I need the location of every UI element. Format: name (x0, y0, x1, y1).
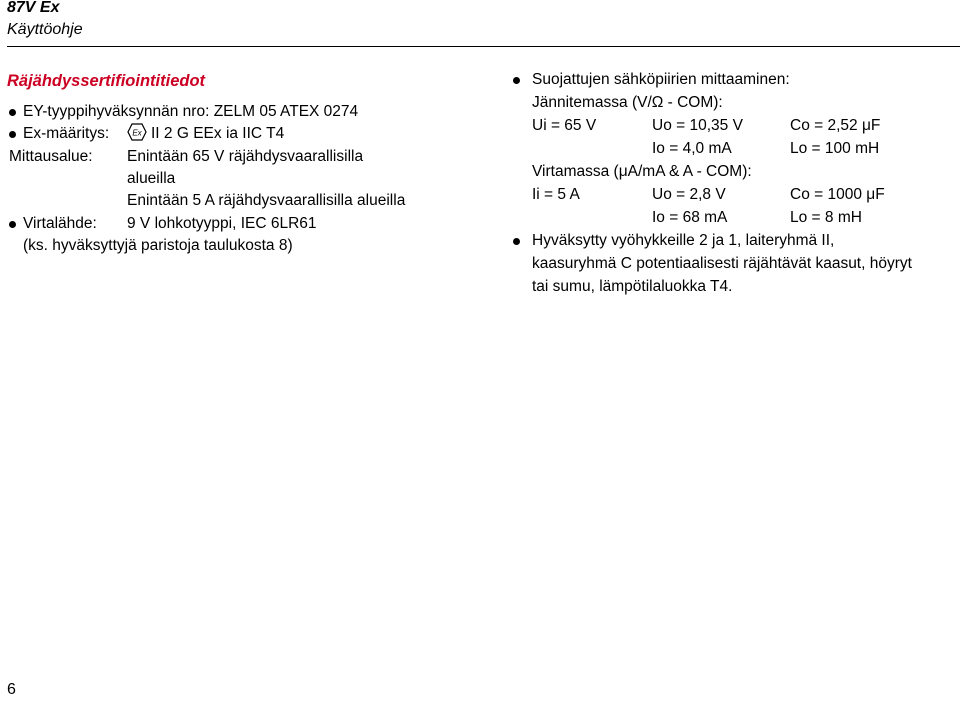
current-io: Io = 68 mA (652, 209, 728, 226)
voltage-io: Io = 4,0 mA (652, 140, 732, 157)
bullet-icon (513, 238, 520, 245)
current-heading: Virtamassa (μA/mA & A - COM): (532, 163, 752, 180)
approved-line-3: tai sumu, lämpötilaluokka T4. (532, 278, 733, 295)
battery-value: 9 V lohkotyyppi, IEC 6LR61 (127, 215, 317, 232)
approved-line-1: Hyväksytty vyöhykkeille 2 ja 1, laiteryhmä II, (532, 232, 835, 249)
ex-label: Ex-määritys: (23, 125, 110, 142)
page-number: 6 (7, 681, 16, 698)
battery-label: Virtalähde: (23, 215, 97, 232)
ex-value: II 2 G EEx ia IIC T4 (151, 125, 285, 142)
svg-text:Ex: Ex (132, 128, 142, 138)
ey-approval-text: EY-tyyppihyväksynnän nro: ZELM 05 ATEX 0274 (23, 103, 359, 120)
voltage-co: Co = 2,52 μF (790, 117, 881, 134)
manual-subtitle: Käyttöohje (7, 21, 83, 38)
ex-marking (127, 123, 284, 145)
ex-hexagon-icon (127, 123, 147, 141)
bullet-icon (9, 221, 16, 228)
bullet-icon (9, 109, 16, 116)
current-uo: Uo = 2,8 V (652, 186, 726, 203)
header-divider (7, 46, 960, 47)
approved-line-2: kaasuryhmä C potentiaalisesti räjähtävät kaasut, höyryt (532, 255, 912, 272)
current-ii: Ii = 5 A (532, 186, 580, 203)
voltage-heading: Jännitemassa (V/Ω - COM): (532, 94, 723, 111)
range-label: Mittausalue: (9, 148, 93, 165)
manual-title: 87V Ex (7, 0, 60, 16)
voltage-uo: Uo = 10,35 V (652, 117, 743, 134)
protected-circuits-title: Suojattujen sähköpiirien mittaaminen: (532, 71, 790, 88)
range-line-3: Enintään 5 A räjähdysvaarallisilla alueilla (127, 192, 406, 209)
current-co: Co = 1000 μF (790, 186, 885, 203)
battery-note: (ks. hyväksyttyjä paristoja taulukosta 8) (23, 237, 293, 254)
bullet-icon (513, 77, 520, 84)
voltage-lo: Lo = 100 mH (790, 140, 880, 157)
range-line-2: alueilla (127, 170, 176, 187)
current-lo: Lo = 8 mH (790, 209, 862, 226)
bullet-icon (9, 131, 16, 138)
section-title: Räjähdyssertifiointitiedot (7, 72, 206, 90)
range-line-1: Enintään 65 V räjähdysvaarallisilla (127, 148, 364, 165)
voltage-ui: Ui = 65 V (532, 117, 597, 134)
